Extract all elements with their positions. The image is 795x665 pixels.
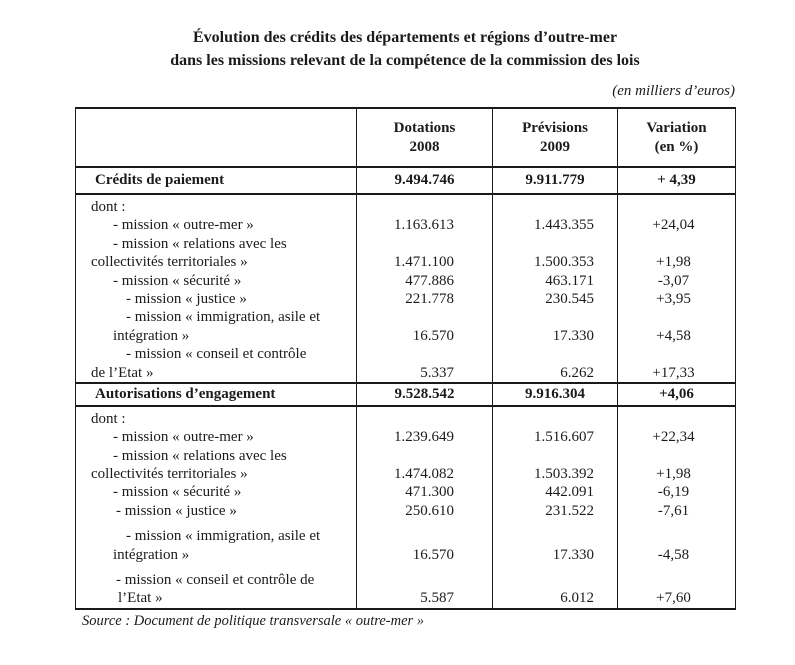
credits-detail-dotations <box>357 194 493 383</box>
detail-value: 1.516.607 <box>534 429 594 446</box>
column-header-variation <box>618 108 736 167</box>
detail-value: +7,60 <box>656 590 691 607</box>
spacer-line <box>493 571 594 589</box>
unit-note: (en milliers d’euros) <box>612 83 735 99</box>
title-line-1: Évolution des crédits des départements et régions d’outre-mer <box>192 29 618 46</box>
detail-label: - mission « conseil et contrôle <box>126 346 307 363</box>
detail-value: 17.330 <box>552 327 594 344</box>
detail-label: - mission « sécurité » <box>113 272 242 289</box>
detail-label: intégration » <box>113 327 190 344</box>
header-line: 2009 <box>540 138 570 155</box>
header-line: Prévisions <box>522 120 588 136</box>
detail-value: 16.570 <box>412 546 454 563</box>
detail-value: 6.012 <box>560 590 594 607</box>
detail-value: +1,98 <box>656 254 691 271</box>
detail-value: 5.337 <box>420 364 454 381</box>
spacer-line <box>493 345 594 363</box>
credits-dotations-2008: 9.494.746 <box>357 167 493 194</box>
detail-value: 1.474.082 <box>394 466 454 483</box>
spacer-line <box>357 345 454 363</box>
header-line: Variation <box>646 120 707 136</box>
detail-value: -6,19 <box>657 484 690 501</box>
detail-label: dont : <box>91 199 126 215</box>
row-credits-de-paiement <box>76 167 736 194</box>
autorisations-dotations-2008: 9.528.542 <box>357 383 493 406</box>
detail-label: l’Etat » <box>118 590 163 607</box>
detail-value: 5.587 <box>420 590 454 607</box>
detail-value: 442.091 <box>545 484 594 501</box>
detail-value: 230.545 <box>545 290 594 307</box>
spacer-line <box>357 527 454 545</box>
detail-label: - mission « justice » <box>116 502 237 519</box>
detail-value: 1.500.353 <box>534 254 594 271</box>
credits-previsions-2009: 9.911.779 <box>493 167 618 194</box>
detail-value: 221.778 <box>405 290 454 307</box>
spacer-line <box>493 410 594 428</box>
credits-detail-variation <box>618 194 736 383</box>
autorisations-variation: +4,06 <box>618 383 736 406</box>
credits-variation: + 4,39 <box>618 167 736 194</box>
detail-value: +3,95 <box>656 290 691 307</box>
spacer-line <box>618 527 729 545</box>
detail-label: - mission « immigration, asile et <box>126 528 321 545</box>
detail-value: 1.163.613 <box>394 217 454 234</box>
spacer-line <box>618 345 729 363</box>
spacer-line <box>618 308 729 326</box>
detail-value: +17,33 <box>652 364 695 381</box>
credits-detail-block <box>76 194 736 383</box>
spacer-line <box>618 571 729 589</box>
detail-label: collectivités territoriales » <box>91 466 248 483</box>
spacer-line <box>618 235 729 253</box>
detail-value: 477.886 <box>405 272 454 289</box>
spacer-line <box>493 308 594 326</box>
detail-value: 1.239.649 <box>394 429 454 446</box>
header-cell-empty <box>76 108 357 167</box>
detail-value: 6.262 <box>560 364 594 381</box>
title-line-2: dans les missions relevant de la compétence de la commission des lois <box>170 52 640 69</box>
autorisations-detail-variation <box>618 406 736 609</box>
spacer-line <box>493 235 594 253</box>
detail-label: de l’Etat » <box>91 364 154 381</box>
spacer-line <box>357 308 454 326</box>
detail-value: 16.570 <box>412 327 454 344</box>
autorisations-detail-labels <box>76 406 357 609</box>
detail-value: 231.522 <box>545 502 594 519</box>
autorisations-previsions-2009: 9.916.304 <box>493 383 618 406</box>
spacer-line <box>357 410 454 428</box>
header-row <box>76 108 736 167</box>
credits-detail-labels <box>76 194 357 383</box>
detail-label: dont : <box>91 410 126 427</box>
detail-value: -3,07 <box>657 272 690 289</box>
detail-label: - mission « sécurité » <box>113 484 242 501</box>
column-header-dotations-2008 <box>357 108 493 167</box>
credits-table <box>75 107 736 610</box>
detail-label: - mission « relations avec les <box>113 235 287 252</box>
spacer-line <box>618 198 729 216</box>
detail-label: - mission « justice » <box>126 290 247 307</box>
spacer-line <box>493 527 594 545</box>
header-line: Dotations <box>393 120 456 136</box>
source-note: Source : Document de politique transversale « outre-mer » <box>82 613 425 629</box>
spacer-line <box>493 447 594 465</box>
detail-value: +4,58 <box>656 327 691 344</box>
detail-value: +22,34 <box>652 429 695 446</box>
detail-value: 1.443.355 <box>534 217 594 234</box>
detail-value: +24,04 <box>652 217 695 234</box>
header-line: 2008 <box>409 138 440 155</box>
detail-value: 17.330 <box>552 546 594 563</box>
detail-value: 1.503.392 <box>534 466 594 483</box>
detail-value: -7,61 <box>657 502 690 519</box>
spacer-line <box>357 447 454 465</box>
row-autorisations-engagement <box>76 383 736 406</box>
spacer-line <box>357 235 454 253</box>
credits-detail-previsions <box>493 194 618 383</box>
spacer-line <box>618 410 729 428</box>
detail-label: collectivités territoriales » <box>91 254 248 271</box>
detail-value: +1,98 <box>656 466 691 483</box>
detail-value: 1.471.100 <box>394 254 454 271</box>
header-line: (en %) <box>654 138 699 155</box>
detail-value: 250.610 <box>405 502 454 519</box>
detail-label: intégration » <box>113 546 190 563</box>
autorisations-detail-block <box>76 406 736 609</box>
autorisations-detail-previsions <box>493 406 618 609</box>
autorisations-detail-dotations <box>357 406 493 609</box>
spacer-line <box>357 198 454 216</box>
spacer-line <box>357 571 454 589</box>
column-header-previsions-2009 <box>493 108 618 167</box>
detail-label: - mission « outre-mer » <box>113 429 254 446</box>
detail-label: - mission « outre-mer » <box>113 217 254 234</box>
spacer-line <box>618 447 729 465</box>
autorisations-label: Autorisations d’engagement <box>76 383 357 406</box>
detail-value: -4,58 <box>657 546 690 563</box>
detail-label: - mission « immigration, asile et <box>126 309 321 326</box>
detail-label: - mission « conseil et contrôle de <box>116 572 315 589</box>
credits-label: Crédits de paiement <box>76 167 357 194</box>
detail-value: 463.171 <box>545 272 594 289</box>
detail-value: 471.300 <box>405 484 454 501</box>
detail-label: - mission « relations avec les <box>113 447 287 464</box>
document-title <box>75 26 735 72</box>
spacer-line <box>493 198 594 216</box>
